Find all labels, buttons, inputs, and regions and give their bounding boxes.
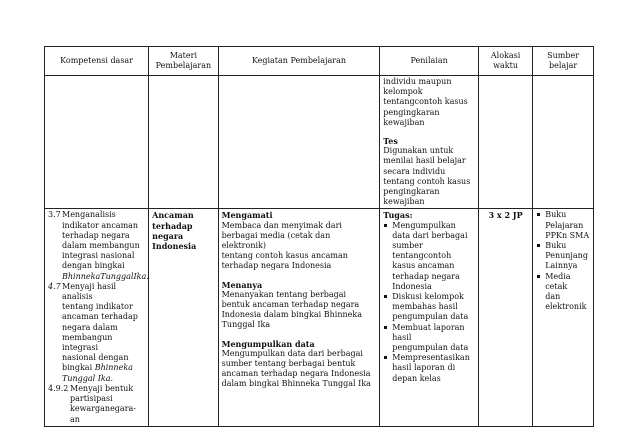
kd-line: integrasi nasional [62,251,135,261]
kd-number: 3.7 [48,210,61,220]
kegiatan-line: Tunggal Ika [221,320,271,330]
kegiatan-line: tentang contoh kasus ancaman [221,251,348,261]
kegiatan-line: ancaman terhadap negara Indonesia [221,369,371,379]
kegiatan-line: berbagai media (cetak dan elektronik) [221,230,331,251]
kd-line: indikator ancaman [62,220,139,230]
kd-line: terhadap negara [62,230,130,240]
header-row [45,47,594,76]
cont-sumber-cell [533,76,594,209]
materi-cell [149,209,218,426]
kegiatan-line: Menanyakan tentang berbagai [221,289,347,299]
tes-label: Tes [383,136,398,147]
header-sumber: Sumber belajar [533,47,594,76]
kegiatan-line: bentuk ancaman terhadap negara [221,300,360,310]
kd-line: Menganalisis [62,210,116,220]
continuation-row [45,76,594,209]
kd-line: Menyaji hasil analisis [62,281,117,302]
kd-item [48,384,145,425]
kegiatan-line: dalam bingkai Bhinneka Tunggal Ika [221,379,371,389]
tugas-list [383,221,475,384]
sumber-item: Buku Pelajaran PPKn SMA [536,210,590,241]
kd-line: negara dalam [62,322,118,332]
kd-line: kewarganegara-an [70,404,136,424]
kd-line: ancaman terhadap [62,312,138,322]
cont-penilaian-cell [380,76,479,209]
content-row [45,209,594,426]
kd-list [48,210,149,424]
tugas-item: Membuat laporan hasil pengumpulan data [383,323,475,354]
tes-line: pengingkaran [383,187,440,197]
header-kompetensi: Kompetensi dasar [45,47,149,76]
cont-alokasi-cell [478,76,532,209]
header-penilaian: Penilaian [380,47,479,76]
lesson-plan-table [44,46,594,427]
kd-line: bingkai Bhinneka [62,363,133,373]
cont-penilaian-line: kewajiban [383,117,425,127]
tes-line: tentang contoh kasus [383,176,471,186]
header-materi: Materi Pembelajaran [149,47,218,76]
kegiatan-title: Menanya [221,279,263,290]
cont-penilaian-line: individu maupun [383,77,452,86]
kd-item [48,210,149,281]
penilaian-cell [380,209,479,426]
cont-penilaian-line: kelompok [383,87,423,97]
kd-line: partisipasi [70,394,113,404]
kegiatan-line: Membaca dan menyimak dari [221,220,342,230]
kd-line: membangun integrasi [62,332,113,353]
cont-materi-cell [149,76,218,209]
kd-line: dalam membangun [62,241,140,251]
kd-line: Tunggal Ika. [62,373,114,383]
tes-line: Digunakan untuk [383,146,454,156]
materi-line: Indonesia [152,241,197,252]
kd-line: Menyaji bentuk [70,383,134,393]
kegiatan-line: sumber tentang berbagai bentuk [221,359,356,369]
alokasi-cell: 3 x 2 JP [478,209,532,426]
kd-cell [45,209,149,426]
kd-number: 4.7 [48,281,61,291]
kd-line: nasional dengan [62,353,129,363]
materi-line: negara [152,230,184,241]
sumber-item: Buku Penunjang Lainnya [536,241,590,272]
tugas-item: Mempresentasikan hasil laporan di depan kelas [383,353,475,384]
kegiatan-title: Mengumpulkan data [221,338,315,349]
cont-kd-cell [45,76,149,209]
sumber-cell [533,209,594,426]
kd-item [48,282,145,384]
cont-penilaian-line: pengingkaran [383,107,440,117]
cont-kegiatan-cell [218,76,380,209]
tugas-label: Tugas: [383,210,413,221]
sumber-list [536,210,590,312]
materi-line: terhadap [152,220,193,231]
kd-number: 4.9.2 [48,383,69,393]
sumber-item: Media cetak dan elektronik [536,272,590,313]
kd-line: tentang indikator [62,302,133,312]
cont-penilaian-line: tentangcontoh kasus [383,97,468,107]
kegiatan-line: Mengumpulkan data dari berbagai [221,348,363,358]
tes-line: secara individu [383,166,446,176]
kegiatan-title: Mengamati [221,210,273,221]
kd-line: BhinnekaTunggalIka. [62,271,149,281]
tugas-item: Diskusi kelompok membahas hasil pengumpulan data [383,292,475,323]
header-alokasi: Alokasi waktu [478,47,532,76]
header-kegiatan: Kegiatan Pembelajaran [218,47,380,76]
tugas-item: Mengumpulkan data dari berbagai sumber tentangcontoh kasus ancaman terhadap negara Indonesia [383,221,475,292]
kegiatan-line: Indonesia dalam bingkai Bhinneka [221,310,362,320]
tes-line: menilai hasil belajar [383,156,466,166]
kegiatan-line: terhadap negara Indonesia [221,261,332,271]
kd-line: dengan bingkai [62,261,125,271]
materi-line: Ancaman [152,210,194,221]
kegiatan-cell [218,209,380,426]
tes-line: kewajiban [383,197,425,207]
